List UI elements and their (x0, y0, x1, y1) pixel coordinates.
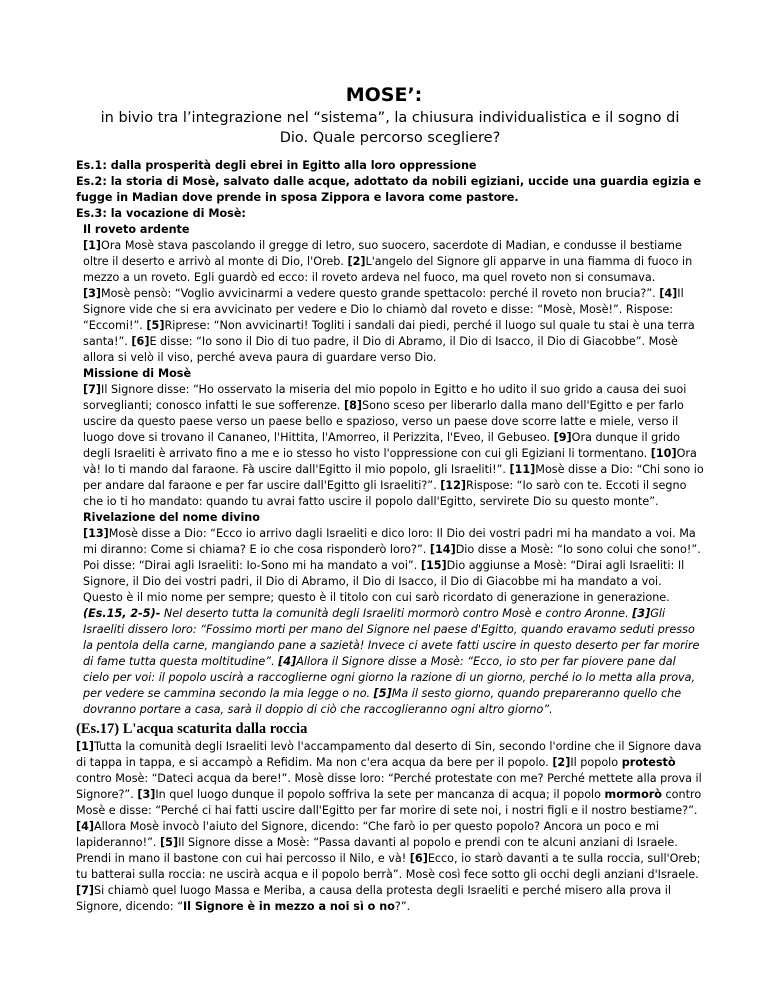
verse-number: [8] (343, 399, 362, 412)
verse-text: Ecco, io starò davanti a te sulla roccia, sull'Oreb; tu batterai sulla roccia: ne uscirà acqua e il popolo berrà”. Mosè così fece sotto gli occhi degli anziani d'Israele. (76, 852, 701, 881)
verse-text: Rispose: “Io sarò con te. Eccoti il segno che io ti ho mandato: quando tu avrai fatto uscire il popolo dall'Egitto, servirete Dio su questo monte”. (83, 479, 687, 508)
verse-number: [1] (76, 740, 95, 753)
paragraph-es17 (76, 739, 704, 915)
verse-number: [6] (131, 335, 150, 348)
emphasis-protesto: protestò (621, 756, 676, 769)
verse-number: [10] (650, 447, 677, 460)
verse-number: [5] (146, 319, 165, 332)
scripture-reference: (Es.15, 2-5)- (83, 607, 161, 620)
verse-text: Mosè disse a Dio: “Chi sono io per andare dal faraone e per far uscire dall'Egitto gli Israeliti?”. (83, 463, 704, 492)
verse-text: Sono sceso per liberarlo dalla mano dell'Egitto e per farlo uscire da questo paese verso un paese bello e spazioso, verso un paese dove scorre latte e miele, verso il luogo dove si trovano il Cananeo, l'Hittita, l'Amorreo, il Perizzita, l'Eveo, il Gebuseo. (83, 399, 684, 444)
verse-number: [3] (137, 788, 156, 801)
paragraph-es15 (83, 606, 704, 718)
verse-number: [4] (659, 287, 678, 300)
verse-text: contro Mosè e disse: “Perché ci hai fatti uscire dall'Egitto per far morire di sete noi, i nostri figli e il nostro bestiame?”. (76, 788, 702, 817)
verse-text: Dio disse a Mosè: “Io sono colui che sono!”. Poi disse: “Dirai agli Israeliti: Io-Sono mi ha mandato a voi”. (83, 543, 701, 572)
section-header-es1: Es.1: dalla prosperità degli ebrei in Egitto alla loro oppressione (76, 159, 477, 172)
verse-text: Il Signore disse: “Ho osservato la miseria del mio popolo in Egitto e ho udito il suo grido a causa dei suoi sorveglianti; conosco infatti le sue sofferenze. (83, 383, 687, 412)
verse-number: [11] (509, 463, 536, 476)
verse-text: L'angelo del Signore gli apparve in una fiamma di fuoco in mezzo a un roveto. Egli guardò ed ecco: il roveto ardeva nel fuoco, ma quel roveto non si consumava. (83, 255, 693, 284)
verse-text: Ma il sesto giorno, quando prepareranno quello che dovranno portare a casa, sarà il doppio di ciò che raccoglieranno ogni altro giorno”. (83, 687, 682, 716)
subheading-rivelazione: Rivelazione del nome divino (83, 511, 260, 524)
verse-number: [2] (347, 255, 366, 268)
verse-text: Tutta la comunità degli Israeliti levò l'accampamento dal deserto di Sin, secondo l'ordine che il Signore dava di tappa in tappa, e si accampò a Refidim. Ma non c'era acqua da bere per il popolo. (76, 740, 702, 769)
verse-number: [2] (552, 756, 571, 769)
verse-number: [7] (76, 884, 95, 897)
verse-number: [3] (632, 607, 651, 620)
verse-number: [12] (440, 479, 466, 492)
verse-text: ?”. (394, 900, 411, 913)
verse-text: Si chiamò quel luogo Massa e Meriba, a causa della protesta degli Israeliti e perché misero alla prova il Signore, dicendo: “ (76, 884, 672, 913)
emphasis-question: Il Signore è in mezzo a noi sì o no (183, 900, 395, 913)
verse-number: [5] (160, 836, 179, 849)
section-header-es2: Es.2: la storia di Mosè, salvato dalle acque, adottato da nobili egiziani, uccide una guardia egizia e fugge in Madian dove prende in sposa Zippora e lavora come pastore. (76, 175, 702, 204)
subheading-missione: Missione di Mosè (83, 367, 192, 380)
section-roveto (76, 222, 704, 718)
verse-text: Il Signore vide che si era avvicinato per vedere e Dio lo chiamò dal roveto e disse: “Mosè, Mosè!”. Rispose: “Eccomi!”. (83, 287, 684, 332)
verse-text: E disse: “Io sono il Dio di tuo padre, il Dio di Abramo, il Dio di Isacco, il Dio di Giacobbe”. Mosè allora si velò il viso, perché aveva paura di guardare verso Dio. (83, 335, 678, 364)
verse-text: Mosè pensò: “Voglio avvicinarmi a vedere questo grande spettacolo: perché il roveto non brucia?”. (101, 287, 660, 300)
paragraph-roveto (83, 238, 704, 366)
verse-number: [1] (83, 239, 102, 252)
verse-number: [3] (83, 287, 102, 300)
verse-number: [5] (373, 687, 392, 700)
document-body (76, 158, 704, 915)
paragraph-rivelazione (83, 526, 704, 606)
verse-text: Dio aggiunse a Mosè: “Dirai agli Israeliti: Il Signore, il Dio dei vostri padri, il Dio di Abramo, il Dio di Isacco, il Dio di Giacobbe mi ha mandato a voi. Questo è il mio nome per sempre; questo è il titolo con cui sarò ricordato di generazione in generazione. (83, 559, 685, 604)
verse-number: [15] (420, 559, 447, 572)
verse-number: [7] (83, 383, 102, 396)
verse-number: [4] (278, 655, 297, 668)
verse-number: [9] (553, 431, 572, 444)
verse-text: Riprese: “Non avvicinarti! Togliti i sandali dai piedi, perché il luogo sul quale tu stai è una terra santa!”. (83, 319, 695, 348)
section-header-es3: Es.3: la vocazione di Mosè: (76, 207, 246, 220)
verse-text: contro Mosè: “Dateci acqua da bere!”. Mosè disse loro: “Perché protestate con me? Perché mettete alla prova il Signore?”. (76, 772, 702, 801)
emphasis-mormoro: mormorò (604, 788, 662, 801)
verse-text: Il Signore disse a Mosè: “Passa davanti al popolo e prendi con te alcuni anziani di Israele. Prendi in mano il bastone con cui hai percosso il Nilo, e và! (76, 836, 678, 865)
verse-text: Nel deserto tutta la comunità degli Israeliti mormorò contro Mosè e contro Aronne. (160, 607, 633, 620)
paragraph-missione (83, 382, 704, 510)
verse-text: Ora và! Io ti mando dal faraone. Fà uscire dall'Egitto il mio popolo, gli Israeliti!”. (83, 447, 697, 476)
verse-text: Mosè disse a Dio: “Ecco io arrivo dagli Israeliti e dico loro: Il Dio dei vostri padri mi ha mandato a voi. Ma mi diranno: Come si chiama? E io che cosa risponderò loro?”. (83, 527, 696, 556)
verse-number: [14] (429, 543, 456, 556)
page-subtitle: in bivio tra l’integrazione nel “sistema”, la chiusura individualistica e il sogno di Dio. Quale percorso scegliere? (100, 110, 680, 146)
verse-number: [6] (409, 852, 428, 865)
verse-text: Il popolo (570, 756, 622, 769)
verse-number: [13] (83, 527, 109, 540)
heading-es17: (Es.17) L'acqua scaturita dalla roccia (76, 721, 308, 737)
verse-text: In quel luogo dunque il popolo soffriva la sete per mancanza di acqua; il popolo (155, 788, 605, 801)
verse-text: Gli Israeliti dissero loro: “Fossimo morti per mano del Signore nel paese d'Egitto, quando eravamo seduti presso la pentola della carne, mangiando pane a sazietà! Invece ci avete fatti uscire in questo deserto per far morire di fame tutta questa moltitudine”. (83, 607, 700, 668)
verse-number: [4] (76, 820, 95, 833)
verse-text: Ora Mosè stava pascolando il gregge di Ietro, suo suocero, sacerdote di Madian, e condusse il bestiame oltre il deserto e arrivò al monte di Dio, l'Oreb. (83, 239, 682, 268)
verse-text: Ora dunque il grido degli Israeliti è arrivato fino a me e io stesso ho visto l'oppressione con cui gli Egiziani li tormentano. (83, 431, 680, 460)
subheading-roveto: Il roveto ardente (83, 223, 190, 236)
page-title: MOSE’: (345, 84, 423, 106)
verse-text: Allora Mosè invocò l'aiuto del Signore, dicendo: “Che farò io per questo popolo? Ancora un poco e mi lapideranno!”. (76, 820, 659, 849)
verse-text: Allora il Signore disse a Mosè: “Ecco, io sto per far piovere pane dal cielo per voi: il popolo uscirà a raccoglierne ogni giorno la razione di un giorno, perché io lo metta alla prova, per vedere se cammina secondo la mia legge o no. (83, 655, 696, 700)
